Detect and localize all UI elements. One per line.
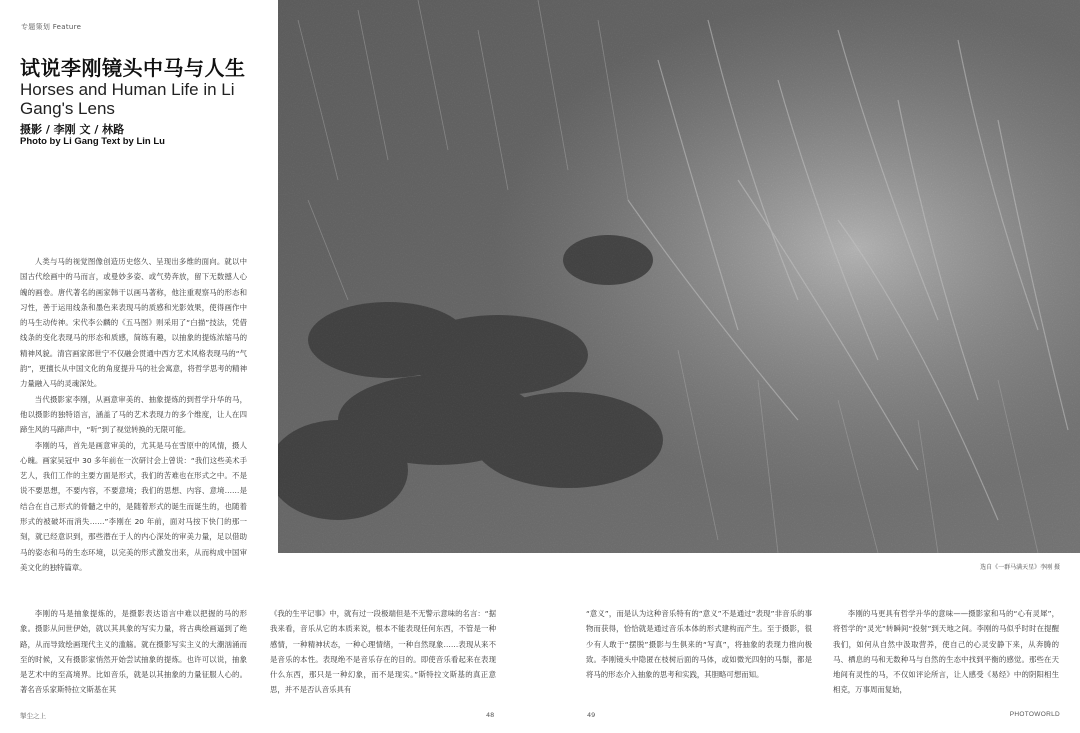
paragraph: 人类与马的视觉图像创造历史悠久、呈现出多维的面向。就以中国古代绘画中的马而言，或曼妙多姿、或气势奔放，留下无数撼人心魄的画卷。唐代著名的画家韩干以画马著称，他注重观察马的形态和习性，善于运用线条和墨色来表现马的质感和光影效果，使得画作中的马生动传神。宋代李公麟的《五马图》则采用了“白描”技法，凭借线条的变化表现马的形态和质感，简练有趣，以抽象的提炼浓缩马的精神风貌。清宫画家郎世宁不仅融会贯通中西方艺术风格表现马的“气韵”，更擅长从中国文化的角度提升马的社会寓意，将哲学思考的精神力量融入马的灵魂深处。 xyxy=(20,257,247,389)
credit-cn: 摄影 / 李刚 文 / 林路 xyxy=(20,123,125,136)
page-number-left: 48 xyxy=(486,711,495,719)
section-tag: 专题策划 Feature xyxy=(21,23,82,31)
feature-photo xyxy=(278,0,1080,553)
paragraph: 李刚的马，首先是画意审美的，尤其是马在雪原中的风情，摄人心魄。画家吴冠中 30 多年前在一次研讨会上曾说：“我们这些美术手艺人，我们工作的主要方面是形式，我们的苦难也在形式之中。不是说不要思想，不要内容，不要意境；我们的思想、内容、意境……是结合在自己形式的骨髓之中的，是随着形式的诞生而诞生的，也随着形式的被破坏而消失……”李刚在 20 年前，面对马按下快门的那一刻，就已经意识到，那些潜在于人的内心深处的审美力量，足以借助马的姿态和马的生态环境，以完美的形式激发出来，从而构成中国审美文化的独特篇章。 xyxy=(20,440,247,572)
body-column-c xyxy=(270,606,496,698)
body-column-left xyxy=(20,254,247,575)
paragraph: 当代摄影家李刚，从画意审美的、抽象提炼的到哲学升华的马，他以摄影的独特语言，涵盖了马的艺术表现力的多个维度，让人在四蹄生风的马蹄声中，“听”到了视觉转换的无限可能。 xyxy=(20,394,247,435)
credit-en: Photo by Li Gang Text by Lin Lu xyxy=(20,136,165,147)
body-column-b xyxy=(20,606,247,698)
paragraph: 《我的生平记事》中，就有过一段极端但是不无警示意味的名言：“据我来看，音乐从它的本质来说，根本不能表现任何东西，不管是一种感情，一种精神状态，一种心理情绪，一种自然现象……表现从来不是音乐的本性。表现绝不是音乐存在的目的。即使音乐看起来在表现什么东西，那只是一种幻象，而不是现实。”斯特拉文斯基的真正意思，并不是否认音乐具有 xyxy=(270,609,496,695)
body-column-e xyxy=(833,606,1059,698)
body-column-d xyxy=(586,606,812,682)
article-title-cn: 试说李刚镜头中马与人生 xyxy=(20,56,246,80)
footer-left: 掣尘之上 xyxy=(20,712,46,720)
footer-right: PHOTOWORLD xyxy=(1009,711,1060,718)
horses-in-grass-image xyxy=(278,0,1080,553)
article-title-en: Horses and Human Life in Li Gang's Lens xyxy=(20,80,235,118)
photo-caption: 选自《一群马满天星》李刚 摄 xyxy=(980,564,1060,571)
paragraph: 李刚的马是抽象提炼的，是摄影表达语言中难以把握的马的形象。摄影从问世伊始，就以其具象的写实力量，将古典绘画逼到了绝路，从而导致绘画现代主义的滥觞。就在摄影写实主义的大潮汹涌而至的时候，又有摄影家悄然开始尝试抽象的提炼。也许可以说，抽象是艺术中的至高境界。比如音乐，就是以其抽象的力量征服人心的。著名音乐家斯特拉文斯基在其 xyxy=(20,609,247,695)
paragraph: 李刚的马更具有哲学升华的意味——摄影家和马的“心有灵犀”，将哲学的“灵光”转瞬间“投射”到天地之间。李刚的马似乎时时在提醒我们，如何从自然中汲取营养，使自己的心灵安静下来，从奔腾的马、栖息的马和无数种马与自然的生态中找到平衡的感觉。那些在天地间有灵性的马，不仅如评论所言，让人感受《易经》中的阴阳相生相克，万事周而复始， xyxy=(833,609,1059,695)
page-number-right: 49 xyxy=(587,711,596,719)
paragraph: “意义”，而是认为这种音乐特有的“意义”不是通过“表现”非音乐的事物而获得，恰恰就是通过音乐本体的形式建构而产生。至于摄影，很少有人敢于“摆脱”摄影与生俱来的“写真”，将抽象的表现力推向极致。李刚镜头中隐匿在枝树后面的马体，或如微光四射的马鬃，都是将马的形态介入抽象的思考和实践，其胆略可想而知。 xyxy=(586,609,812,680)
